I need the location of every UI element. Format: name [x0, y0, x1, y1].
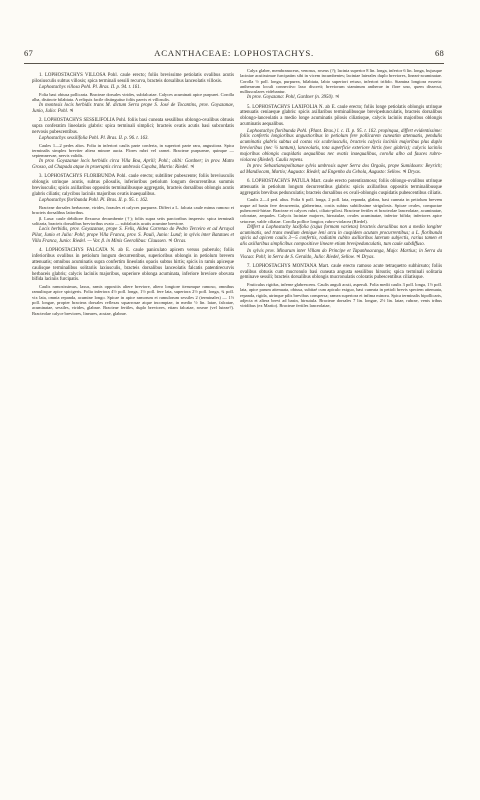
habitat-note: In prov. Goyazanae locis herbidis circa Villa Boa, Aprili; Pohl.; alibi: Gardner; in prov. Matto Grosso, ad Chapada atque in praeruptis circa umbrosis Cuyaba, Martio: Riedel. ♃: [32, 159, 234, 171]
species-heading: 4. LOPHOSTACHYS FALCATA N. ab E. caule paniculato apicem versus puberulo; foliis inferioribus ovalibus in petiolum longum decurrentibus, superioribus oblongis in petiolum brevem attenuatis; omnibus acuminatis supra confertim lineolatis opacis subtus hirtis; spicis in ramis apiceque caulisque terminalibus solitariis laxiusculis, bracteis dorsalibus lanceolatis falcatis patentirecurvis herbaceis glabris; calycis laciniis majoribus, superiore oblonga acuminata, inferiore breviore obovata bifida laciniis furcipatis.: [32, 248, 234, 283]
synonym-citation: Lophostachys floribunda Pohl. Pl. Bras. II. p. 95. t. 162.: [39, 198, 149, 204]
running-title: ACANTHACEAE: LOPHOSTACHYS.: [154, 48, 314, 58]
header-rule: [24, 63, 444, 64]
right-column: [240, 68, 442, 776]
habitat-note: Locis herbidis, prov. Goyazanae, prope S. Felis, Aldea Carretao do Pedro Terceiro et ad Arrayal Pilar, Junio et Julio: Pohl; prope Villa Franca, prov. S. Pauli, Junio: Lund; in sylvis inter Batataes et Villa Franca, Junio: Riedel. — Var. β. in Minis Geeralibus: Claussen. ♃ Orcas.: [32, 227, 234, 244]
synonym-citation: Lophostachys sessilifolia Pohl. Pl. Bras. II. p. 96. t. 163.: [39, 136, 149, 142]
species-heading: 5. LOPHOSTACHYS LAXIFOLIA N. ab E. caule erecto; foliis longe petiolatis oblongis utrinque attenuatis ceniaeque glabris: spicis axillaribus terminalibusque brevipedunculatis, bracteis dorsalibus oblongo-lanceolatis a medio longe acuminatis pilosis ciliatisque, calycis laciniis majoribus oblongis acuminatis aequalibus.: [240, 104, 442, 128]
synonym-citation: Lophostachys floribunda Pohl. (Plant. Bras.) l. c. II. p. 95. t. 162. propinqua, differt evidentissime: foliis confertis longioribus angustioribus in petiolum fere pollicarem cuneatim attenuatis, pendulis acuminatis glabris subtus ad costas vix scabriusculis, bracteis calycis laciniis majoribus plus duplo brevioribus (nec ¼ tantum), lanceolatis, tota superficie exteriore hirtis (nec glabris); calycis laciniis majoribus oblongis cuspidatis aequalibus nec ovatis inaequalibus, corolla albo ad fauces rubro-violacea (Riedel). Caulis repens.: [240, 128, 442, 163]
habitat-note: In montosis locis herbidis trans M. dictum Serra prope S. José de Tocantins, prov. Goyazanae, Junio, Julio: Pohl. ♃: [32, 103, 234, 114]
page-number-left: 67: [24, 48, 33, 58]
description-text: Caulis ramosissimus, laxus, ramis oppositis altere breviore, altero longiore iterumque ramoso, omnibus ramulisque apice spicigeris. Folia inferiora 4½ poll. longa, 1½ poll. fere lata, superiora 2½ poll. longa, ¾ poll. vix lata, omnia repanda, acumine longo. Spicae in apice ramorum et ramulorum sessiles 2 (terminales) — 1½ poll. longae, propter bracteas dorsales reflexas squarrosae atque incomptae, in medio ½ lin. latae, falcatae, acuminatae, sessiles, virides, glabrae. Bracteae fertiles, duplo breviores, etiam falcatae, roseae (vel luteae?). Bracteolae calyce breviores, lineares, acutae, glabrae.: [32, 283, 234, 316]
description-text: Caulis 2—4 ped. altus. Folia 6 poll. longa, 2 poll. lata, repanda, glabra, basi cuneata in petiolum brevem usque ad basin fere decurrentia, glaberrima, costis subtus subtilissime strigulosis. Spicae ovales, compactae pubescenti-hirtae. Bracteae et calyces rubri, ciliato-pilosi. Bracteae fertiles et bracteolae lanceolatae, acuminatae, coloratae, aequales. Calycis laciniae majores, hirsutulae, ovales acuminatae, inferior bifida; inferiores apice setaceae, valde ciliatae. Corolla pollice longior, rubro-violacea (Riedel).: [240, 197, 442, 224]
synonym-citation: Differt a Lophostachy laxifolia (cujus formam varietas) bracteis dorsalibus non a medio longiter acuminatis, sed trans medium denique leni arcu in cuspidem acutam procurrentibus; a L. floribunda spicis ad apicem caulis 3—5 confertis, radiatim cubito axillaribus laterum subjectis, rarius tamen et alis axillaribus simplicibus compositisve lineare etiam brevipedunculatis, tum caule subdiffuso.: [240, 224, 442, 248]
description-text: β. Laxa: caule debiliore flexuoso decumbente (†); foliis supra setis parcioribus inspersis: spica terminali solitaria, bracteis dorsalibus brevioribus ovato — subfalcatis acutis acumine breviore.: [32, 216, 234, 227]
species-heading: 3. LOPHOSTACHYS FLORIBUNDA Pohl. caule erecto; subtiliter pubescente; foliis breviusculis oblongis utrinque acutis, subtus pilosulis, inferioribus petiolum longum decurrentibus summis breviusculis; spicis axillaribus oppositis terminalibusque aggregatis, bracteis dorsalibus oblongis acutis glabris ciliatis; calycibus laciniis majoribus ovatis inaequalibus.: [32, 174, 234, 197]
species-heading: 2. LOPHOSTACHYS SESSILIFOLIA Pohl. foliis basi cuneata sessilibus oblongo-ovalibus obtusis supra conferatim lineolatis glabris: spica terminali simplici; bracteis ovatis acutis basi subcordatis nervosis pubescentibus.: [32, 118, 234, 135]
species-heading: 7. LOPHOSTACHYS MONTANA Mart. caule erecto ramoso acute tetraquetro subhirsuto; foliis ovalibus obtusis cum mucronulo basi cuneata angusta sessilibus hirsutis; spica terminali solitaria geminave sessili; bracteis dorsalibus oblongis mucronulatis coloratis pubescentibus ciliatisque.: [240, 263, 442, 281]
left-column: [32, 68, 234, 776]
species-heading: 1. LOPHOSTACHYS VILLOSA Pohl. caule erecto; foliis brevissime petiolatis ovalibus acutis pilosiusculis subtus villosis; spica terminali sessili recurva, bracteis dorsalibus lanceolatis villosis.: [32, 73, 234, 84]
species-heading: 6. LOPHOSTACHYS PATULA Mart. caule erecto potentiramoso; foliis oblongo-ovalibus utrinque attenuatis in petiolum longum decurrentibus glabris: spicis axillaribus oppositis terminalibusque aggregatis brevibus pedunculatis; bracteis dorsalibus ex ovali-oblongis cuspidatis pubescentibus ciliatis.: [240, 179, 442, 196]
description-text: Folia basi obtusa pollicaria. Bracteae dorsales virides, subfalcatae. Calyces acuminati apice purpurei. Corolla alba, distincte bilabiata. A reliquis facile distinguitur foliis parvis et villosulis.: [32, 91, 234, 103]
habitat-note: In prov. Sebastianopolitanae sylvis umbrosis super Serra dos Orgaös, prope Sumidouro: Beyrich; ad Mandiocam, Martio; Augusto: Riedel; ad Engenho da Cebola, Augusto: Sellow. ♃ Dryas.: [240, 164, 442, 176]
habitat-note: In sylvis prov. Minarum inter Villam do Principe et Tapanhoacanga, Majo: Martius; in Serra da Viscaa: Pohl; in Serra de S. Geraldo, Julio: Riedel, Sellow. ♃ Dryas.: [240, 248, 442, 260]
page-number-right: 68: [435, 48, 444, 58]
description-text: Caules 1—2 pedes altos. Folia in inferiori caulis parte conferta, in superiori parte rara, angustiora. Spica terminalis simplex breviter altera minore aucta. Flores rubri vel carnei. Bracteae purpureae, quinque — septemnervae, nervis validis.: [32, 142, 234, 159]
synonym-citation: Lophostachys villosa Pohl. Pl. Bras. II. p. 94. t. 161.: [39, 85, 141, 91]
description-text: Bracteae dorsales herbaceae, virides, foraules et calyces purpurea. Differt a L. falcata caule minus ramoso et bracteis dorsalibus latioribus.: [32, 204, 234, 216]
description-text: Fruticulus rigidus, inferne glabrescens. Caulis anguli acuti, asperuli. Folia medii caulis 3 poll. longa, 1½ poll. lata, apice parum attenuata, obtusa, subitaé cum apiculo exiguo, basi cuneata in petioli brevis speciem attenuata, repanda, rigida, utrinque pilis brevibus conspersa; ramea superiora et infima minora. Spica terminalis bipollicaris, adjecta et altera brevi ad basin, hirsutula. Bracteae dorsales 7 lin. longae, 2½ lin. latae, rubrae, venis tribus viridibus (ex Martio). Bracteae fertiles lanceolatae,: [240, 281, 442, 309]
page-header: [24, 48, 444, 60]
habitat-note: In prov. Goyazana: Pohl, Gardner (n. 3950). ♃: [247, 95, 340, 101]
description-text: Calyx glaber, membranaceus, venosus, roseus (?); lacinia superior 8 lin. longa, inferior 6 lin. longa, bujusque laciniae acutissimae furcipatim sibi in vicem incumbentes; laciniae laterales duplo breviores, lineari-acuminatae. Corolla ½ poll. longa, purpurea, bilabiata, labio superiori retuso, inferiori trifido. Stamina longiora exserta: antherarum loculi connectivo laxo discreti; breviorum staminum antherae in flore uno, quem dissecui, nulliusculares videbantur.: [240, 68, 442, 95]
